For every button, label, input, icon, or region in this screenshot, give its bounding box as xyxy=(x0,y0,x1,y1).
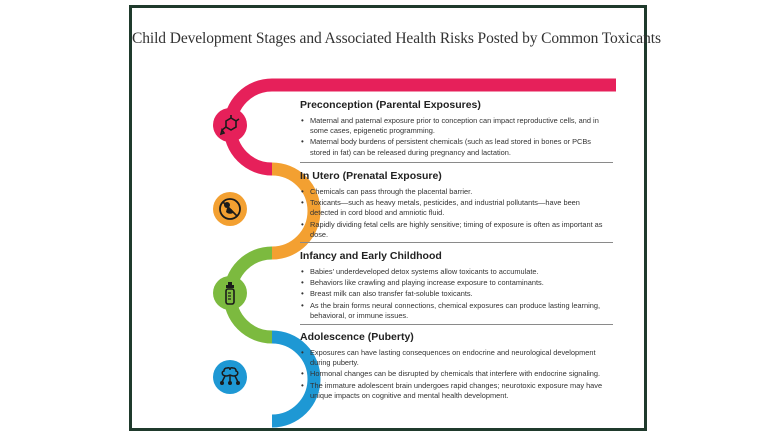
stage-adolescence xyxy=(300,331,606,402)
section-divider xyxy=(300,324,613,325)
stage-heading: In Utero (Prenatal Exposure) xyxy=(300,170,442,182)
stage-bullet: • Babies' underdeveloped detox systems allow toxicants to accumulate. xyxy=(310,267,606,277)
stage-bullet: • As the brain forms neural connections, chemical exposures can produce lasting learning, behavioral, or immune issues. xyxy=(310,301,606,321)
stage-heading: Preconception (Parental Exposures) xyxy=(300,99,481,111)
molecule-icon xyxy=(213,108,247,142)
stage-bullet: • Breast milk can also transfer fat-soluble toxicants. xyxy=(310,289,606,299)
stage-bullet: • Maternal and paternal exposure prior to conception can impact reproductive cells, and in some cases, epigenetic programming. xyxy=(310,116,606,136)
stage-bullet: • Behaviors like crawling and playing increase exposure to contaminants. xyxy=(310,278,606,288)
stage-in-utero xyxy=(300,170,606,241)
brain-network-icon xyxy=(213,360,247,394)
stage-bullet: • Toxicants—such as heavy metals, pesticides, and industrial pollutants—have been detected in cord blood and amniotic fluid. xyxy=(310,198,606,218)
stage-bullet: • The immature adolescent brain undergoes rapid changes; neurotoxic exposure may have unique impacts on cognitive and mental health development. xyxy=(310,381,606,401)
stage-bullet: • Hormonal changes can be disrupted by chemicals that interfere with endocrine signaling. xyxy=(310,369,606,379)
stage-heading: Infancy and Early Childhood xyxy=(300,250,442,262)
stage-bullet: • Maternal body burdens of persistent chemicals (such as lead stored in bones or PCBs stored in fat) can be released during pregnancy and lactation. xyxy=(310,137,606,157)
stage-bullet: • Chemicals can pass through the placental barrier. xyxy=(310,187,606,197)
stage-preconception xyxy=(300,99,606,159)
stage-infancy xyxy=(300,250,606,322)
stage-bullet: • Rapidly dividing fetal cells are highly sensitive; timing of exposure is often as important as dose. xyxy=(310,220,606,240)
section-divider xyxy=(300,162,613,163)
infographic-frame xyxy=(129,5,661,431)
infographic-title: Child Development Stages and Associated Health Risks Posted by Common Toxicants xyxy=(132,30,661,47)
section-divider xyxy=(300,242,613,243)
fetus-icon xyxy=(213,192,247,226)
stage-heading: Adolescence (Puberty) xyxy=(300,331,414,343)
stage-bullet: • Exposures can have lasting consequences on endocrine and neurological development during puberty. xyxy=(310,348,606,368)
baby-bottle-icon xyxy=(213,276,247,310)
